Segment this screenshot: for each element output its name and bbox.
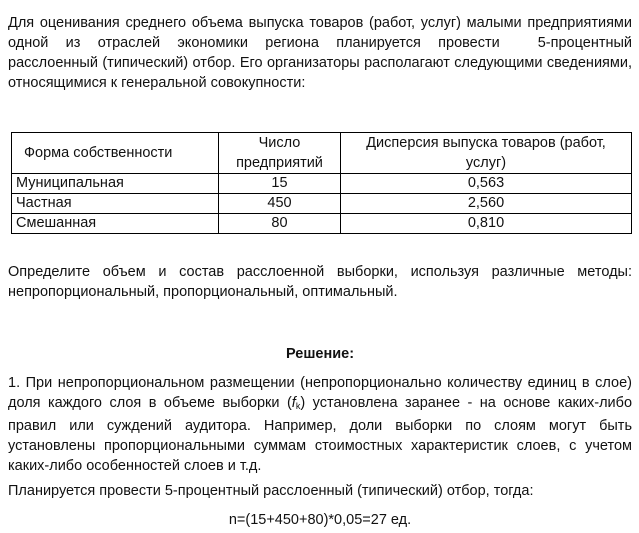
table-row xyxy=(12,174,632,194)
problem-intro-part1: Для оценивания среднего объема выпуска товаров (работ, услуг) малыми предприятиями одной из отраслей экономики региона планируется провести xyxy=(8,15,632,51)
solution-p1-start: 1. При непропорциональном размещении (непропорционально количеству единиц в слое) доля каждого слоя в объеме выборки ( xyxy=(8,375,632,411)
header-ownership: Форма собственности xyxy=(12,133,219,174)
task-text: Определите объем и состав расслоенной выборки, используя различные методы: непропорциональный, пропорциональный, оптимальный. xyxy=(8,264,632,300)
cell-count: 450 xyxy=(219,194,341,214)
solution-title: Решение: xyxy=(285,346,355,362)
cell-variance: 0,563 xyxy=(341,174,632,194)
fk-variable: f xyxy=(291,395,296,411)
solution-paragraph-2: Планируется провести 5-процентный расслоенный (типический) отбор, тогда: xyxy=(8,483,534,499)
problem-intro xyxy=(8,13,632,93)
cell-count: 15 xyxy=(219,174,341,194)
fk-subscript: k xyxy=(295,401,301,411)
problem-intro-part2: 5-процентный расслоенный (типический) отбор. Его организаторы располагают следующими сведениями, относящимися к генеральной совокупности: xyxy=(8,35,632,91)
header-enterprise-count: Число предприятий xyxy=(219,133,341,174)
table-row xyxy=(12,214,632,234)
cell-ownership: Частная xyxy=(12,194,219,214)
table-row xyxy=(12,194,632,214)
data-table xyxy=(11,132,632,234)
table-header-row xyxy=(12,133,632,174)
cell-ownership: Муниципальная xyxy=(12,174,219,194)
cell-variance: 2,560 xyxy=(341,194,632,214)
solution-p1-end: ) установлена заранее - на основе каких-либо правил или суждений аудитора. Например, доли выборки по слоям могут быть установлены пропорциональными суммам стоимостных характеристик слоев, с учетом каких-либо особенностей слоев и т.д. xyxy=(8,395,633,474)
solution-paragraph-1 xyxy=(8,373,632,476)
sample-size-formula: n=(15+450+80)*0,05=27 ед. xyxy=(228,512,412,528)
cell-count: 80 xyxy=(219,214,341,234)
cell-ownership: Смешанная xyxy=(12,214,219,234)
cell-variance: 0,810 xyxy=(341,214,632,234)
header-variance: Дисперсия выпуска товаров (работ, услуг) xyxy=(341,133,632,174)
